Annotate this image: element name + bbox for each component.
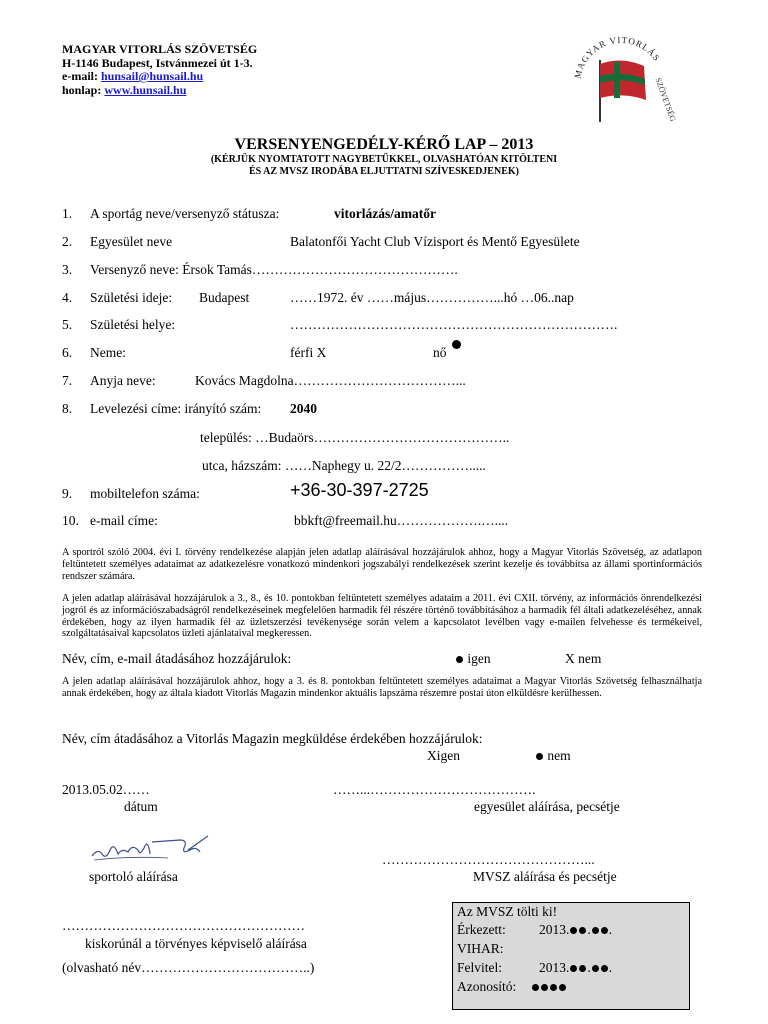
field-6-number: 6. bbox=[62, 345, 73, 360]
field-4-place: Budapest bbox=[199, 290, 250, 305]
svg-text:SZÖVETSÉG: SZÖVETSÉG bbox=[653, 76, 676, 123]
field-8-street: utca, házszám: ……Naphegy u. 22/2……………..... bbox=[202, 458, 486, 473]
field-4-date: ……1972. év ……május……………...hó …06..nap bbox=[290, 290, 574, 305]
field-7-label: Anyja neve: bbox=[90, 373, 156, 388]
logo bbox=[566, 30, 676, 138]
consent-2-yes: Xigen bbox=[427, 748, 460, 763]
date-label: dátum bbox=[124, 799, 158, 814]
masked-digit-icon bbox=[601, 927, 608, 934]
org-web-link[interactable]: www.hunsail.hu bbox=[104, 82, 187, 97]
org-name: MAGYAR VITORLÁS SZÖVETSÉG bbox=[62, 42, 258, 56]
masked-digit-icon bbox=[579, 927, 586, 934]
received-value: 2013. . . bbox=[539, 922, 613, 937]
consent-1-yes: igen bbox=[455, 651, 491, 667]
field-8-label: Levelezési címe: irányító szám: bbox=[90, 401, 262, 416]
field-8-zip: 2040 bbox=[290, 401, 317, 416]
date-value: 2013.05.02…… bbox=[62, 782, 150, 797]
received-label: Érkezett: bbox=[457, 922, 506, 937]
field-9-value: +36-30-397-2725 bbox=[290, 480, 429, 500]
entry-label: Felvitel: bbox=[457, 960, 502, 975]
masked-digit-icon bbox=[592, 965, 599, 972]
field-10-number: 10. bbox=[62, 513, 79, 528]
consent-paragraph-1: A sportról szóló 2004. évi I. törvény rendelkezése alapján jelen adatlap aláírásával hozzájárulok ahhoz, hogy a Magyar Vitorlás Szövetség, az adatlapon feltüntetett személyes adataimat az adatkezelésre vonatkozó mindenkori jogszabályi rendelkezések szerint kezelje és továbbítsa az állami sportinformációs rendszer számára. bbox=[62, 547, 702, 582]
mvsz-signature-line: ………………………………………... bbox=[382, 852, 595, 867]
field-2-label: Egyesület neve bbox=[90, 234, 173, 249]
field-6-female: nő bbox=[433, 345, 447, 360]
title-subtitle-2: ÉS AZ MVSZ IRODÁBA ELJUTTATNI SZÍVESKEDJENEK) bbox=[249, 165, 519, 177]
title-subtitle-1: (KÉRJÜK NYOMTATOTT NAGYBETŰKKEL, OLVASHATÓAN KITÖLTENI bbox=[210, 154, 558, 165]
masked-digit-icon bbox=[592, 927, 599, 934]
consent-paragraph-2: A jelen adatlap aláírásával hozzájárulok a 3., 8., és 10. pontokban feltüntetett személyes adataim a 2011. évi CXII. törvény, az információs önrendelkezési jogról és az információszabadságról rendelkezéseinek megfelelően harmadik fél részére történő továbbításához a harmadik fél általi adatkezeléséhez, annak érdekében, hogy az ilyen harmadik fél az üzletszerzési tevékenysége során velem a kapcsolatot levélben vagy e-mailen felvehesse és termékeivel, szolgáltatásaival kapcsolatos üzleti ajánlataival megkeressen. bbox=[62, 593, 702, 640]
page-title: VERSENYENGEDÉLY-KÉRŐ LAP – 2013 bbox=[234, 136, 534, 153]
field-6-male: férfi X bbox=[290, 345, 327, 360]
vihar-label: VIHAR: bbox=[457, 941, 504, 956]
entry-value: 2013. . . bbox=[539, 960, 613, 975]
office-use-box bbox=[452, 902, 690, 1010]
field-5-value: ………………………………………………………………. bbox=[290, 317, 618, 332]
bullet-icon bbox=[452, 340, 461, 349]
bullet-icon bbox=[456, 656, 463, 663]
field-4-number: 4. bbox=[62, 290, 73, 305]
field-9-label: mobiltelefon száma: bbox=[90, 486, 200, 501]
consent-2-label: Név, cím átadásához a Vitorlás Magazin megküldése érdekében hozzájárulok: bbox=[62, 731, 483, 746]
field-5-label: Születési helye: bbox=[90, 317, 176, 332]
office-box-title: Az MVSZ tölti ki! bbox=[457, 904, 558, 919]
bullet-icon bbox=[536, 753, 543, 760]
field-9-number: 9. bbox=[62, 486, 73, 501]
mvsz-signature-label: MVSZ aláírása és pecsétje bbox=[473, 869, 617, 884]
id-label: Azonosító: bbox=[457, 979, 517, 994]
field-10-label: e-mail címe: bbox=[90, 513, 158, 528]
athlete-signature-label: sportoló aláírása bbox=[89, 869, 178, 884]
field-5-number: 5. bbox=[62, 317, 73, 332]
org-email-link[interactable]: hunsail@hunsail.hu bbox=[100, 69, 204, 83]
svg-text:MAGYAR VITORLÁS: MAGYAR VITORLÁS bbox=[572, 34, 663, 80]
field-3-number: 3. bbox=[62, 262, 73, 277]
club-signature-line: ……...………………………………. bbox=[333, 782, 536, 797]
field-1-number: 1. bbox=[62, 206, 73, 221]
field-1-value: vitorlázás/amatőr bbox=[334, 206, 436, 221]
masked-digit-icon bbox=[541, 984, 548, 991]
logo-flag-icon bbox=[566, 30, 676, 138]
title-block bbox=[0, 136, 768, 177]
field-8-number: 8. bbox=[62, 401, 73, 416]
consent-1-no: X nem bbox=[565, 651, 602, 666]
org-address: H-1146 Budapest, Istvánmezei út 1-3. bbox=[62, 55, 253, 70]
org-header bbox=[62, 43, 257, 97]
field-6-label: Neme: bbox=[90, 345, 126, 360]
club-signature-label: egyesület aláírása, pecsétje bbox=[474, 799, 620, 814]
consent-paragraph-3: A jelen adatlap aláírásával hozzájárulok ahhoz, hogy a 3. és 8. pontokban feltüntetett személyes adataimat a Magyar Vitorlás Szövetség felhasználhatja annak érdekében, hogy az általa kiadott Vitorlás Magazin mindenkor aktuális lapszáma részemre postai úton elküldésre kerülhessen. bbox=[62, 676, 702, 699]
org-email-row: e-mail: hunsail@hunsail.hu bbox=[62, 69, 204, 83]
field-2-number: 2. bbox=[62, 234, 73, 249]
org-web-row: honlap: www.hunsail.hu bbox=[62, 82, 187, 97]
masked-digit-icon bbox=[570, 927, 577, 934]
guardian-signature-line: ……………………………………………… bbox=[62, 918, 305, 933]
field-8-city: település: …Budaörs…………………………………….. bbox=[200, 430, 510, 445]
guardian-signature-label: kiskorúnál a törvényes képviselő aláírása bbox=[85, 936, 307, 951]
consent-2-no: nem bbox=[535, 748, 571, 764]
field-7-number: 7. bbox=[62, 373, 73, 388]
masked-digit-icon bbox=[601, 965, 608, 972]
masked-digit-icon bbox=[579, 965, 586, 972]
id-value bbox=[531, 979, 567, 995]
field-1-label: A sportág neve/versenyző státusza: bbox=[90, 206, 280, 221]
field-10-value: bbkft@freemail.hu……………….….... bbox=[294, 513, 509, 528]
field-7-value: Kovács Magdolna………………………………... bbox=[195, 373, 466, 388]
field-2-value: Balatonfői Yacht Club Vízisport és Mentő Egyesülete bbox=[290, 234, 580, 249]
handwritten-signature-icon bbox=[88, 828, 218, 868]
field-3-text: Versenyző neve: Érsok Tamás………………………………………. bbox=[90, 262, 458, 277]
consent-1-label: Név, cím, e-mail átadásához hozzájárulok: bbox=[62, 651, 292, 666]
field-4-label: Születési ideje: bbox=[90, 290, 173, 305]
legible-name-line: (olvasható név………………………………..) bbox=[62, 960, 315, 975]
masked-digit-icon bbox=[532, 984, 539, 991]
masked-digit-icon bbox=[550, 984, 557, 991]
masked-digit-icon bbox=[570, 965, 577, 972]
masked-digit-icon bbox=[559, 984, 566, 991]
